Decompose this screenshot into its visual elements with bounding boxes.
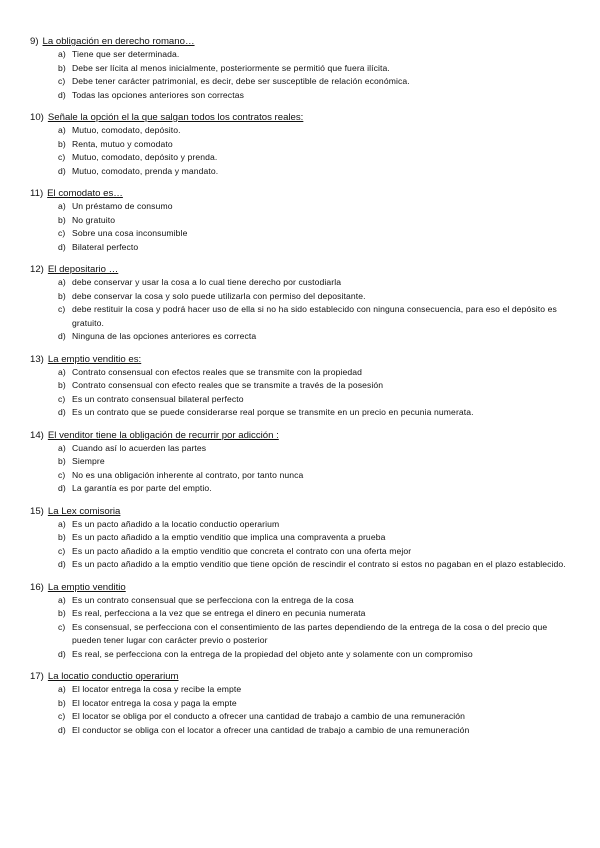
option-text: Un préstamo de consumo (72, 201, 173, 211)
question-number: 17) (30, 671, 44, 682)
question-text: El venditor tiene la obligación de recurrir por adicción : (47, 429, 279, 441)
option-letter: a) (58, 366, 66, 377)
option-item (0, 594, 600, 608)
option-item (0, 469, 600, 483)
option-item (0, 303, 600, 330)
option-item (0, 683, 600, 697)
option-item (0, 330, 600, 344)
option-item (0, 406, 600, 420)
option-item (0, 724, 600, 738)
options-list (0, 48, 600, 102)
option-letter: d) (58, 724, 66, 735)
option-text: Mutuo, comodato, depósito y prenda. (72, 152, 218, 162)
option-letter: c) (58, 711, 66, 721)
question-number: 14) (30, 429, 44, 441)
option-text: Contrato consensual con efecto reales que se transmite a través de la posesión (72, 380, 384, 390)
option-text: debe conservar la cosa y solo puede utilizarla con permiso del depositante. (72, 290, 366, 301)
question-number: 16) (30, 581, 44, 593)
option-text: Es un pacto añadido a la locatio conductio operarium (72, 518, 280, 529)
option-letter: d) (58, 483, 66, 493)
option-letter: b) (58, 532, 66, 542)
options-list (0, 594, 600, 662)
question-block (0, 505, 600, 572)
option-letter: d) (58, 559, 66, 569)
option-text: Es un contrato consensual que se perfecciona con la entrega de la cosa (72, 594, 354, 605)
option-text: Mutuo, comodato, depósito. (72, 125, 181, 135)
option-text: El locator entrega la cosa y recibe la empte (72, 684, 242, 694)
option-letter: a) (58, 277, 66, 287)
option-letter: d) (58, 648, 66, 659)
option-letter: d) (58, 241, 66, 252)
question-title (0, 263, 600, 276)
question-number: 10) (30, 112, 44, 123)
option-letter: a) (58, 201, 66, 211)
option-letter: b) (58, 380, 66, 390)
question-number: 15) (30, 505, 44, 517)
option-text: El locator se obliga por el conducto a ofrecer una cantidad de trabajo a cambio de una remuneración (72, 711, 466, 721)
option-item (0, 518, 600, 532)
option-letter: d) (58, 407, 66, 417)
option-letter: a) (58, 518, 66, 529)
option-letter: c) (58, 228, 66, 238)
option-text: Ninguna de las opciones anteriores es correcta (72, 331, 257, 341)
question-title (0, 505, 600, 518)
option-item (0, 200, 600, 214)
option-text: No gratuito (72, 214, 116, 225)
option-text: Contrato consensual con efectos reales que se transmite con la propiedad (72, 366, 363, 377)
option-item (0, 558, 600, 572)
question-text: El depositario … (47, 264, 119, 275)
option-text: El locator entrega la cosa y paga la empte (72, 697, 237, 708)
option-letter: b) (58, 608, 66, 618)
options-list (0, 683, 600, 737)
question-title (0, 429, 600, 442)
question-block (0, 35, 600, 102)
option-text: Es un pacto añadido a la emptio venditio que implica una compraventa a prueba (72, 532, 386, 542)
question-title (0, 581, 600, 594)
question-number: 9) (30, 36, 39, 47)
option-item (0, 138, 600, 152)
option-letter: c) (58, 304, 66, 314)
option-item (0, 621, 600, 648)
option-item (0, 151, 600, 165)
option-letter: c) (58, 152, 66, 162)
option-letter: d) (58, 165, 66, 176)
option-item (0, 214, 600, 228)
options-list (0, 276, 600, 344)
option-text: debe conservar y usar la cosa a lo cual tiene derecho por custodiarla (72, 277, 342, 287)
option-item (0, 697, 600, 711)
option-item (0, 48, 600, 62)
option-letter: b) (58, 697, 66, 708)
option-text: debe restituir la cosa y podrá hacer uso de ella si no ha sido establecido con ninguna consecuencia, para eso el depósito es gratuito. (72, 304, 557, 328)
option-item (0, 482, 600, 496)
question-block (0, 187, 600, 254)
question-title (0, 670, 600, 683)
option-text: Es consensual, se perfecciona con el consentimiento de las partes dependiendo de la entrega de la cosa o del precio que pueden tener lugar con carácter previo o posterior (72, 621, 548, 645)
option-item (0, 607, 600, 621)
question-text: La emptio venditio (47, 581, 126, 593)
option-letter: a) (58, 684, 66, 694)
option-letter: b) (58, 290, 66, 301)
option-item (0, 165, 600, 179)
option-item (0, 241, 600, 255)
option-text: Bilateral perfecto (72, 241, 139, 252)
option-text: Cuando así lo acuerden las partes (72, 442, 207, 453)
option-letter: b) (58, 214, 66, 225)
question-block (0, 670, 600, 737)
option-item (0, 366, 600, 380)
question-text: Señale la opción el la que salgan todos los contratos reales: (47, 112, 304, 123)
question-title (0, 35, 600, 48)
question-title (0, 353, 600, 366)
option-text: Es real, perfecciona a la vez que se entrega el dinero en pecunia numerata (72, 608, 366, 618)
option-text: Es real, se perfecciona con la entrega de la propiedad del objeto ante y solamente con un compromiso (72, 648, 473, 659)
option-text: Siempre (72, 456, 105, 466)
question-block (0, 581, 600, 662)
option-letter: c) (58, 76, 66, 86)
option-letter: d) (58, 89, 66, 100)
options-list (0, 124, 600, 178)
option-item (0, 393, 600, 407)
question-text: La locatio conductio operarium (47, 671, 179, 682)
option-item (0, 227, 600, 241)
option-letter: c) (58, 469, 66, 480)
option-item (0, 290, 600, 304)
question-text: El comodato es… (47, 188, 123, 199)
question-number: 11) (30, 188, 44, 199)
option-text: Debe tener carácter patrimonial, es decir, debe ser susceptible de relación económica. (72, 76, 410, 86)
option-item (0, 124, 600, 138)
question-block (0, 429, 600, 496)
option-letter: a) (58, 442, 66, 453)
option-text: Mutuo, comodato, prenda y mandato. (72, 165, 219, 176)
option-letter: c) (58, 545, 66, 556)
option-item (0, 379, 600, 393)
option-letter: a) (58, 125, 66, 135)
option-text: Es un contrato que se puede considerarse real porque se transmite en un precio en pecunia numerata. (72, 407, 474, 417)
option-text: Sobre una cosa inconsumible (72, 228, 188, 238)
question-block (0, 263, 600, 344)
exam-document (0, 35, 600, 746)
option-letter: b) (58, 456, 66, 466)
question-text: La obligación en derecho romano… (42, 36, 195, 47)
option-item (0, 545, 600, 559)
option-item (0, 710, 600, 724)
option-item (0, 648, 600, 662)
option-letter: c) (58, 393, 66, 404)
option-text: Todas las opciones anteriores son correctas (72, 89, 244, 100)
question-title (0, 111, 600, 124)
option-text: Es un contrato consensual bilateral perfecto (72, 393, 244, 404)
options-list (0, 442, 600, 496)
question-number: 12) (30, 264, 44, 275)
question-block (0, 353, 600, 420)
option-text: Debe ser lícita al menos inicialmente, posteriormente se permitió que fuera ilícita. (72, 62, 390, 73)
question-number: 13) (30, 353, 44, 365)
option-item (0, 455, 600, 469)
question-block (0, 111, 600, 178)
option-text: La garantía es por parte del emptio. (72, 483, 212, 493)
question-text: La emptio venditio es: (47, 353, 142, 365)
option-text: No es una obligación inherente al contrato, por tanto nunca (72, 469, 304, 480)
option-letter: a) (58, 594, 66, 605)
options-list (0, 366, 600, 420)
option-letter: b) (58, 138, 66, 149)
option-letter: d) (58, 331, 66, 341)
option-item (0, 62, 600, 76)
option-text: Es un pacto añadido a la emptio venditio que tiene opción de rescindir el contrato si estos no pagaban en el plazo establecido. (72, 559, 566, 569)
option-letter: c) (58, 621, 66, 632)
option-text: Es un pacto añadido a la emptio venditio que concreta el contrato con una oferta mejor (72, 545, 412, 556)
option-letter: a) (58, 49, 66, 59)
option-item (0, 531, 600, 545)
option-letter: b) (58, 62, 66, 73)
option-item (0, 89, 600, 103)
option-text: Tiene que ser determinada. (72, 49, 180, 59)
question-text: La Lex comisoria (47, 505, 121, 517)
question-title (0, 187, 600, 200)
option-item (0, 75, 600, 89)
options-list (0, 200, 600, 254)
option-item (0, 442, 600, 456)
option-text: El conductor se obliga con el locator a ofrecer una cantidad de trabajo a cambio de una remuneración (72, 724, 470, 735)
option-text: Renta, mutuo y comodato (72, 138, 173, 149)
option-item (0, 276, 600, 290)
options-list (0, 518, 600, 572)
